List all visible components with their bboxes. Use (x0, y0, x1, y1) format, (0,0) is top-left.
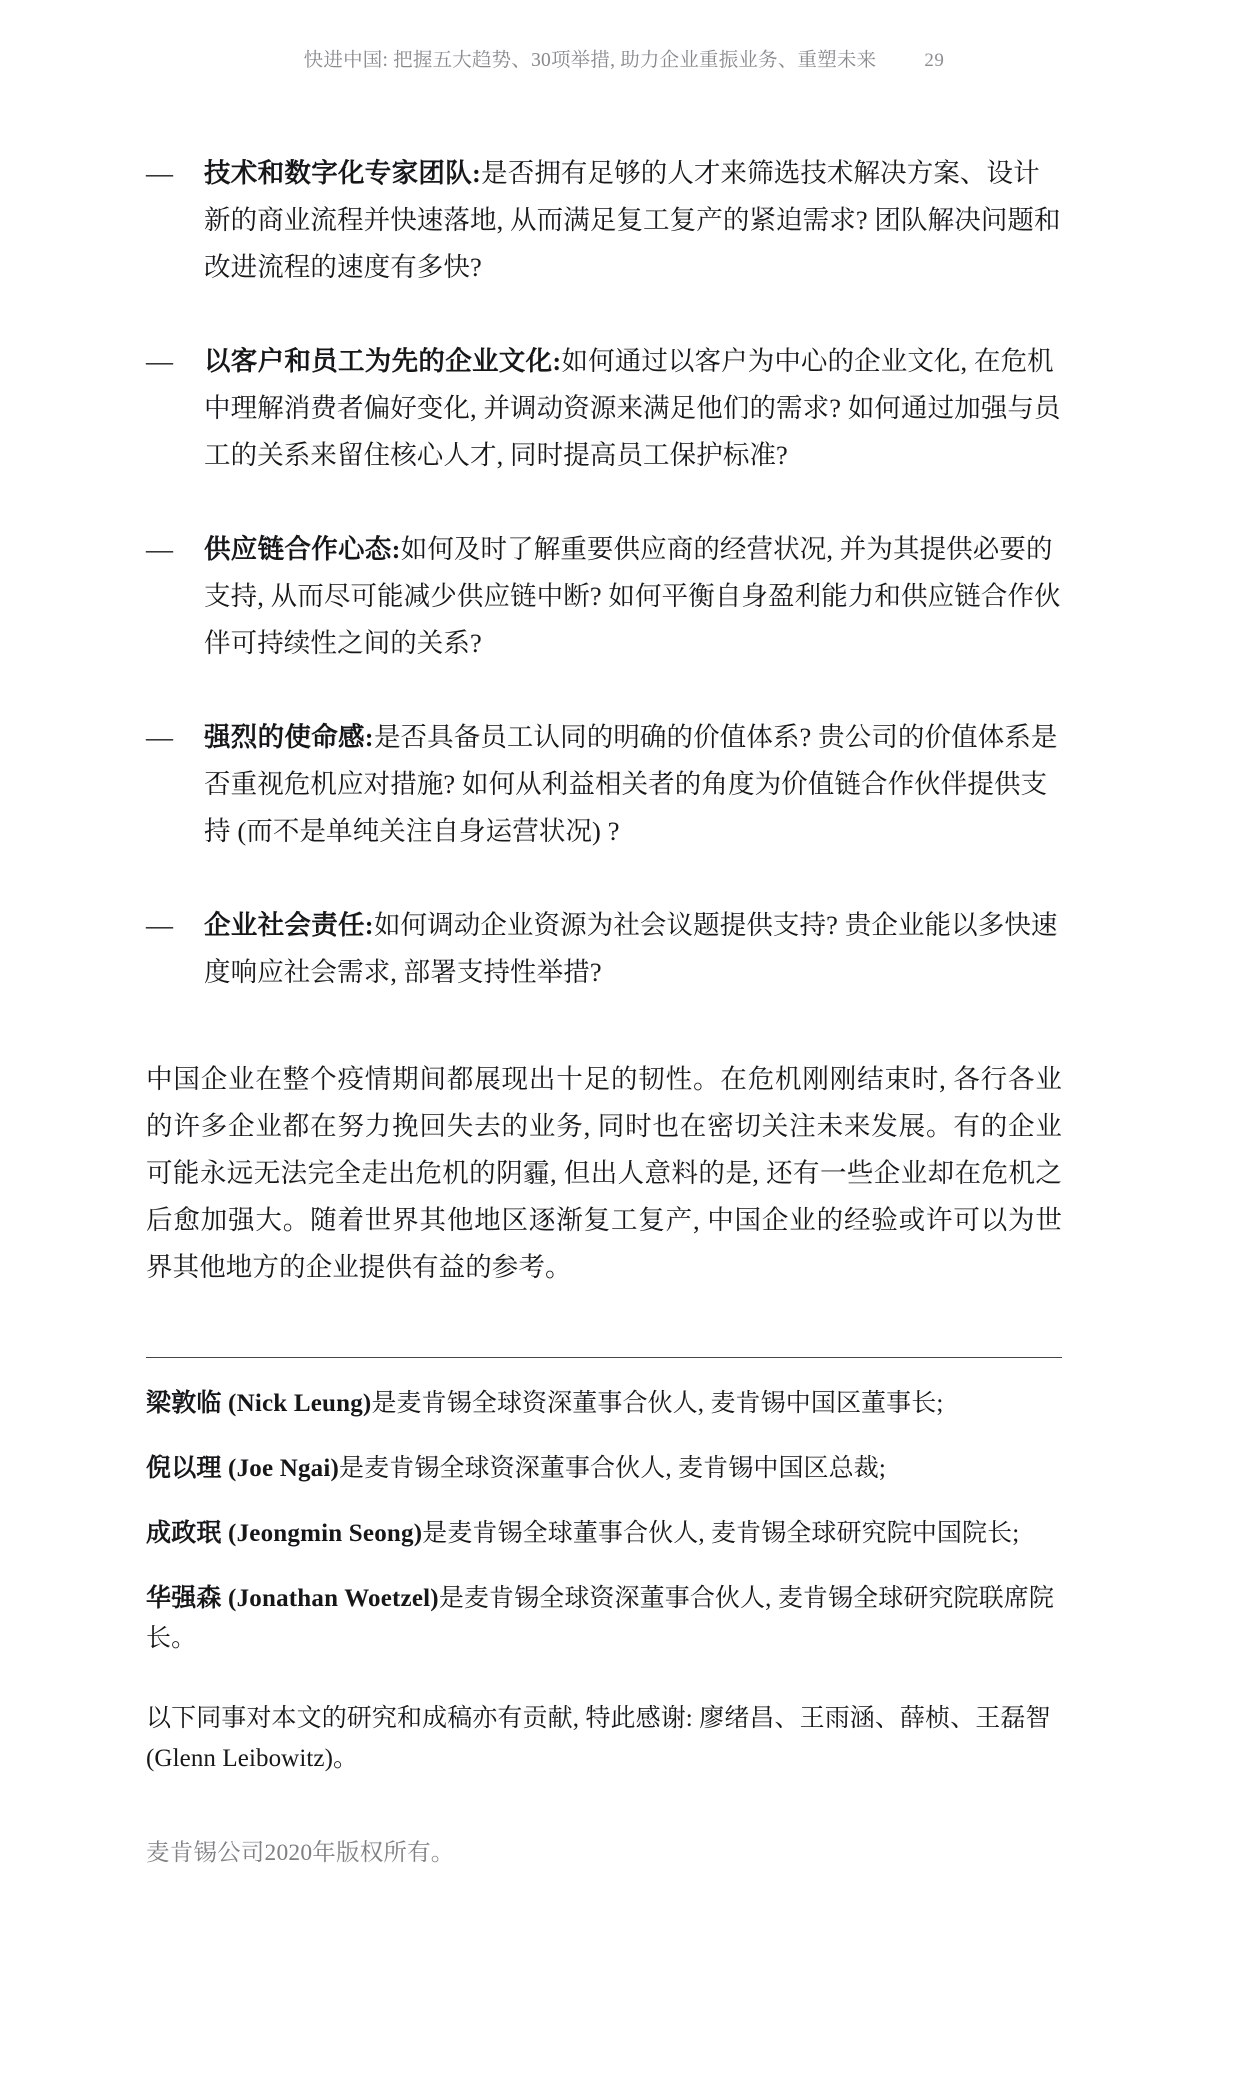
bullet-body: 如何通过以客户为中心的企业文化, 在危机中理解消费者偏好变化, 并调动资源来满足他们的需求? 如何通过加强与员工的关系来留住核心人才, 同时提高员工保护标准? (204, 346, 1061, 470)
bullet-text (204, 534, 1061, 658)
bullet-marker-icon: — (146, 158, 173, 188)
bullet-text (204, 346, 1061, 470)
bio-author-name: 华强森 (Jonathan Woetzel) (146, 1585, 439, 1612)
bio-author-name: 梁敦临 (Nick Leung) (146, 1390, 372, 1417)
bullet-text (204, 910, 1058, 987)
bullet-text (204, 158, 1061, 282)
bio-entry (146, 1514, 1062, 1554)
page-content (146, 150, 1062, 1895)
bullet-lead: 技术和数字化专家团队: (204, 158, 482, 188)
bullet-marker-icon: — (146, 910, 173, 940)
acknowledgement-text: 以下同事对本文的研究和成稿亦有贡献, 特此感谢: 廖绪昌、王雨涵、薛桢、王磊智 (Glenn Leibowitz)。 (146, 1705, 1051, 1772)
copyright-notice: 麦肯锡公司2020年版权所有。 (146, 1840, 455, 1866)
bullet-marker-icon: — (146, 346, 173, 376)
bullet-marker-icon: — (146, 534, 173, 564)
bullet-lead: 企业社会责任: (204, 910, 374, 940)
bio-author-name: 倪以理 (Joe Ngai) (146, 1455, 340, 1482)
bullet-body: 是否具备员工认同的明确的价值体系? 贵公司的价值体系是否重视危机应对措施? 如何从利益相关者的角度为价值链合作伙伴提供支持 (而不是单纯关注自身运营状况) ? (204, 722, 1058, 846)
bio-entry (146, 1384, 1062, 1424)
bullet-item-corporate-social-responsibility (146, 902, 1062, 996)
bio-author-description: 是麦肯锡全球董事合伙人, 麦肯锡全球研究院中国院长; (422, 1520, 1020, 1547)
bullet-lead: 以客户和员工为先的企业文化: (204, 346, 562, 376)
bullet-marker-icon: — (146, 722, 173, 752)
bullet-item-tech-digital-talent (146, 150, 1062, 291)
page-header (0, 44, 1248, 78)
bio-author-description: 是麦肯锡全球资深董事合伙人, 麦肯锡中国区总裁; (339, 1455, 886, 1482)
bullet-item-supply-chain-mindset (146, 526, 1062, 667)
bio-author-name: 成政珉 (Jeongmin Seong) (146, 1520, 423, 1547)
bullet-text (204, 722, 1058, 846)
bullet-list (146, 150, 1062, 996)
bullet-item-customer-employee-culture (146, 338, 1062, 479)
page-number: 29 (924, 50, 945, 71)
header-title: 快进中国: 把握五大趋势、30项举措, 助力企业重振业务、重塑未来 (303, 50, 877, 71)
bio-author-description: 是麦肯锡全球资深董事合伙人, 麦肯锡中国区董事长; (371, 1390, 944, 1417)
bio-author-description: 是麦肯锡全球资深董事合伙人, 麦肯锡全球研究院联席院长。 (146, 1585, 1054, 1652)
bullet-body: 如何及时了解重要供应商的经营状况, 并为其提供必要的支持, 从而尽可能减少供应链中断? 如何平衡自身盈利能力和供应链合作伙伴可持续性之间的关系? (204, 534, 1061, 658)
bullet-lead: 强烈的使命感: (204, 722, 374, 752)
closing-paragraph: 中国企业在整个疫情期间都展现出十足的韧性。在危机刚刚结束时, 各行各业的许多企业都在努力挽回失去的业务, 同时也在密切关注未来发展。有的企业可能永远无法完全走出危机的阴霾, 但出人意料的是, 还有一些企业却在危机之后愈加强大。随着世界其他地区逐渐复工复产, 中国企业的经验或许可以为世界其他地方的企业提供有益的参考。 (146, 1064, 1062, 1282)
bullet-lead: 供应链合作心态: (204, 534, 401, 564)
author-bios (146, 1384, 1062, 1659)
bio-entry (146, 1579, 1062, 1659)
bullet-body: 是否拥有足够的人才来筛选技术解决方案、设计新的商业流程并快速落地, 从而满足复工复产的紧迫需求? 团队解决问题和改进流程的速度有多快? (204, 158, 1061, 282)
bullet-body: 如何调动企业资源为社会议题提供支持? 贵企业能以多快速度响应社会需求, 部署支持性举措? (204, 910, 1058, 987)
bio-entry (146, 1449, 1062, 1489)
bullet-item-strong-sense-of-mission (146, 714, 1062, 855)
section-divider (146, 1357, 1062, 1358)
